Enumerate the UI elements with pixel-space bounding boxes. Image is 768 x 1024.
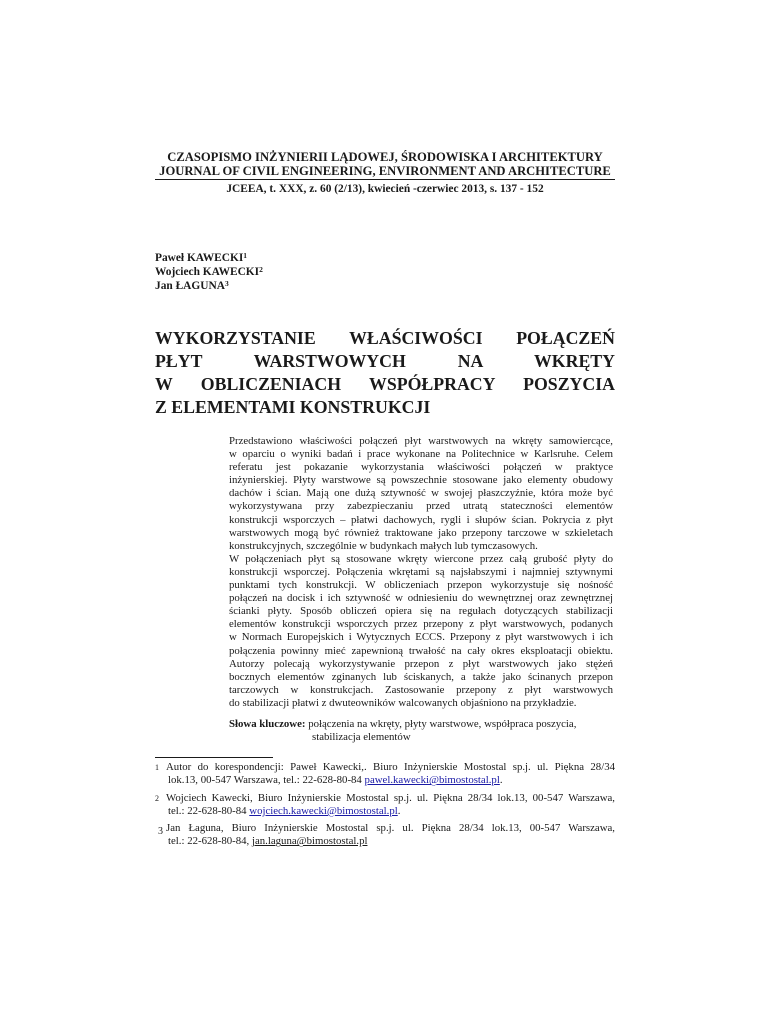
abstract-line: konstrukcyjnych, szczególnie w budynkach małych lub tymczasowych.	[229, 539, 538, 552]
keywords-text: połączenia na wkręty, płyty warstwowe, współpraca poszycia,	[308, 718, 577, 730]
keywords-label: Słowa kluczowe:	[229, 718, 306, 730]
footnote-line	[155, 835, 615, 848]
abstract-line: konstrukcji wsporczych – płatwi dachowych, rygli i słupów ścian. Pokrycia z płyt	[229, 513, 613, 526]
footnote-number: 2	[155, 793, 159, 803]
header-rule	[155, 179, 615, 180]
abstract-line: bocznych elementów zginanych lub ściskanych, a także jako ścinanych przepon	[229, 670, 613, 683]
abstract-line: W połączeniach płyt są stosowane wkręty wiercone przez całą grubość płyty do	[229, 552, 613, 565]
footnote-line	[155, 774, 615, 787]
abstract-line: w Normach Europejskich i Wytycznych ECCS. Przepony z płyt warstwowych i ich	[229, 631, 613, 644]
journal-title-english: JOURNAL OF CIVIL ENGINEERING, ENVIRONMENT AND ARCHITECTURE	[159, 164, 611, 178]
keywords	[229, 718, 615, 744]
abstract-line: połączeń na docisk i ich sztywność w odniesieniu do wewnętrznej oraz zewnętrznej	[229, 592, 613, 605]
title-line: PŁYT WARSTWOWYCH NA WKRĘTY	[155, 351, 615, 371]
abstract-line: referatu jest pokazanie wykorzystania właściwości połączeń w praktyce	[229, 461, 613, 474]
abstract	[229, 435, 613, 710]
abstract-line: tarczowych w konstrukcjach. Zastosowanie przepony z płyt warstwowych	[229, 683, 613, 696]
footnote-contact: lok.13, 00-547 Warszawa, tel.: 22-628-80-84	[168, 774, 365, 787]
journal-header	[155, 150, 615, 196]
footnote-contact: tel.: 22-628-80-84	[168, 804, 250, 817]
author-name: Paweł KAWECKI	[155, 252, 244, 264]
author-list	[155, 251, 263, 293]
footnote-tail: .	[397, 804, 401, 817]
abstract-line: ścianki płyty. Sposób obliczeń opiera się na regułach dotyczących stabilizacji	[229, 605, 613, 618]
abstract-line: warstwowych mogą być również traktowane jako przepony tarczowe w szkieletach	[229, 526, 613, 539]
abstract-line: do stabilizacji płatwi z dwuteowników walcowanych objaśniono na przykładzie.	[229, 696, 577, 709]
abstract-line: Autorzy polecają wykorzystywanie przepon z płyt warstwowych jako stężeń	[229, 657, 613, 670]
footnote-line: Jan Łaguna, Biuro Inżynierskie Mostostal sp.j. ul. Piękna 28/34 lok.13, 00-547 Warszawa,	[166, 822, 615, 835]
footnote-contact: tel.: 22-628-80-84,	[168, 835, 252, 848]
email-link[interactable]: pawel.kawecki@bimostostal.pl	[364, 774, 500, 787]
footnote-line: Wojciech Kawecki, Biuro Inżynierskie Mostostal sp.j. ul. Piękna 28/34 lok.13, 00-547 Warszawa,	[166, 791, 615, 804]
footnote-line	[155, 805, 615, 818]
abstract-line: punktami tych konstrukcji. W obliczeniach przepon wykorzystuje się nośność	[229, 579, 613, 592]
author-1	[155, 251, 263, 265]
title-line: W OBLICZENIACH WSPÓŁPRACY POSZYCIA	[155, 374, 615, 394]
abstract-line: połączenia powinny mieć zapewnioną trwałość na cały okres eksploatacji obiektu.	[229, 644, 613, 657]
author-name: Jan ŁAGUNA	[155, 280, 225, 292]
abstract-line: dachów i ścian. Mają one dużą sztywność w swojej płaszczyźnie, która może być	[229, 487, 613, 500]
journal-title-polish: CZASOPISMO INŻYNIERII LĄDOWEJ, ŚRODOWISKA I ARCHITEKTURY	[167, 150, 603, 164]
footnote-line: Autor do korespondencji: Paweł Kawecki,. Biuro Inżynierskie Mostostal sp.j. ul. Piękna 28/34	[166, 761, 615, 773]
footnote-1	[155, 761, 615, 788]
abstract-line: elementów konstrukcji wsporczych przez przepony z płyt warstwowych, podanych	[229, 618, 613, 631]
author-3	[155, 279, 263, 293]
abstract-line: konstrukcji wsporczej. Połączenia wkrętami są najsłabszymi i najmniej sztywnymi	[229, 565, 613, 578]
author-2	[155, 265, 263, 279]
footnote-number: 1	[155, 763, 159, 772]
footnotes	[155, 761, 615, 853]
footnote-separator	[155, 757, 273, 758]
author-footnote-marker: 2	[259, 265, 263, 274]
author-footnote-marker: 3	[224, 279, 229, 288]
abstract-line: wykorzystywana przy zabezpieczaniu przed utratą stateczności elementów	[229, 500, 613, 513]
footnote-3	[155, 822, 615, 849]
author-name: Wojciech KAWECKI	[155, 266, 260, 278]
keywords-line-1	[229, 718, 615, 731]
title-line: Z ELEMENTAMI KONSTRUKCJI	[155, 397, 431, 417]
abstract-line: Przedstawiono właściwości połączeń płyt warstwowych na wkręty samowiercące,	[229, 435, 613, 447]
abstract-line: w oparciu o wyniki badań i prace wykonane na Politechnice w Karlsruhe. Celem	[229, 448, 613, 461]
footnote-number: 3	[158, 826, 163, 838]
email-link[interactable]: jan.laguna@bimostostal.pl	[251, 835, 368, 848]
keywords-line-2: stabilizacja elementów	[312, 731, 411, 743]
abstract-line: inżynierskiej. Płyty warstwowe są powszechnie stosowane jako elementy obudowy	[229, 474, 613, 487]
footnote-2	[155, 792, 615, 819]
email-link[interactable]: wojciech.kawecki@bimostostal.pl	[249, 804, 398, 817]
author-footnote-marker: 1	[243, 251, 248, 260]
paper-title	[155, 327, 615, 419]
title-line: WYKORZYSTANIE WŁAŚCIWOŚCI POŁĄCZEŃ	[155, 328, 615, 348]
journal-issue-info: JCEEA, t. XXX, z. 60 (2/13), kwiecień -czerwiec 2013, s. 137 - 152	[226, 183, 544, 195]
footnote-tail: .	[499, 774, 503, 787]
